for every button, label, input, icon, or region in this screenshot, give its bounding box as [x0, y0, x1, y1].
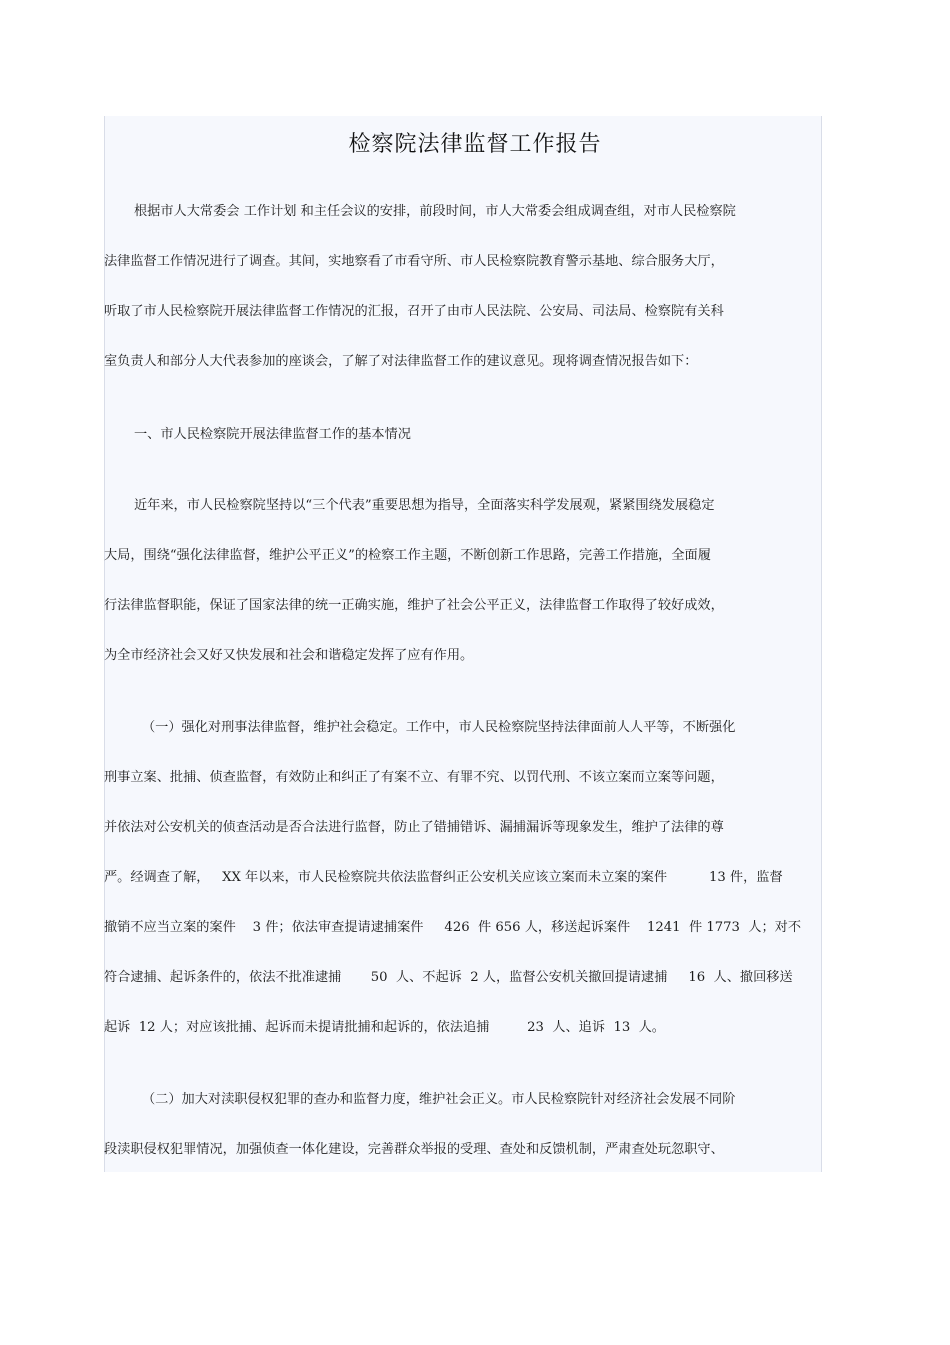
paragraph-line: 为全市经济社会又好又快发展和社会和谐稳定发挥了应有作用。: [104, 648, 474, 663]
paragraph-line: 刑事立案、批捕、侦查监督，有效防止和纠正了有案不立、有罪不究、以罚代刑、不该立案而立案等问题，: [104, 770, 724, 785]
paragraph-line: 听取了市人民检察院开展法律监督工作情况的汇报，召开了由市人民法院、公安局、司法局、检察院有关科: [104, 304, 724, 319]
paragraph-line: 撤销不应当立案的案件 3 件；依法审查提请逮捕案件 426 件 656 人，移送起诉案件 1241 件 1773 人；对不: [104, 920, 802, 935]
paragraph-line: 行法律监督职能，保证了国家法律的统一正确实施，维护了社会公平正义，法律监督工作取得了较好成效，: [104, 598, 724, 613]
paragraph-line: 段渎职侵权犯罪情况，加强侦查一体化建设，完善群众举报的受理、查处和反馈机制，严肃查处玩忽职守、: [104, 1142, 724, 1157]
section-heading: 一、市人民检察院开展法律监督工作的基本情况: [134, 427, 411, 442]
paragraph-line: （二）加大对渎职侵权犯罪的查办和监督力度，维护社会正义。市人民检察院针对经济社会发展不同阶: [142, 1092, 736, 1107]
paragraph-line: 严。经调查了解， XX 年以来，市人民检察院共依法监督纠正公安机关应该立案而未立案的案件 13 件，监督: [104, 870, 783, 885]
paragraph-line: 根据市人大常委会 工作计划 和主任会议的安排，前段时间，市人大常委会组成调查组，对市人民检察院: [134, 204, 736, 219]
document-title: 检察院法律监督工作报告: [348, 132, 602, 157]
paragraph-line: 大局，围绕“强化法律监督，维护公平正义”的检察工作主题，不断创新工作思路，完善工作措施，全面履: [104, 548, 711, 563]
paragraph-line: 符合逮捕、起诉条件的，依法不批准逮捕 50 人、不起诉 2 人，监督公安机关撤回提请逮捕 16 人、撤回移送: [104, 970, 793, 985]
paragraph-line: 起诉 12 人；对应该批捕、起诉而未提请批捕和起诉的，依法追捕 23 人、追诉 13 人。: [104, 1020, 665, 1035]
paragraph-line: 近年来，市人民检察院坚持以“三个代表”重要思想为指导，全面落实科学发展观，紧紧围绕发展稳定: [134, 498, 715, 513]
paragraph-line: 法律监督工作情况进行了调查。其间，实地察看了市看守所、市人民检察院教育警示基地、综合服务大厅，: [104, 254, 724, 269]
document-page: [104, 116, 822, 1172]
paragraph-line: （一）强化对刑事法律监督，维护社会稳定。工作中，市人民检察院坚持法律面前人人平等，不断强化: [142, 720, 736, 735]
paragraph-line: 室负责人和部分人大代表参加的座谈会，了解了对法律监督工作的建议意见。现将调查情况报告如下：: [104, 354, 698, 369]
paragraph-line: 并依法对公安机关的侦查活动是否合法进行监督，防止了错捕错诉、漏捕漏诉等现象发生，维护了法律的尊: [104, 820, 724, 835]
